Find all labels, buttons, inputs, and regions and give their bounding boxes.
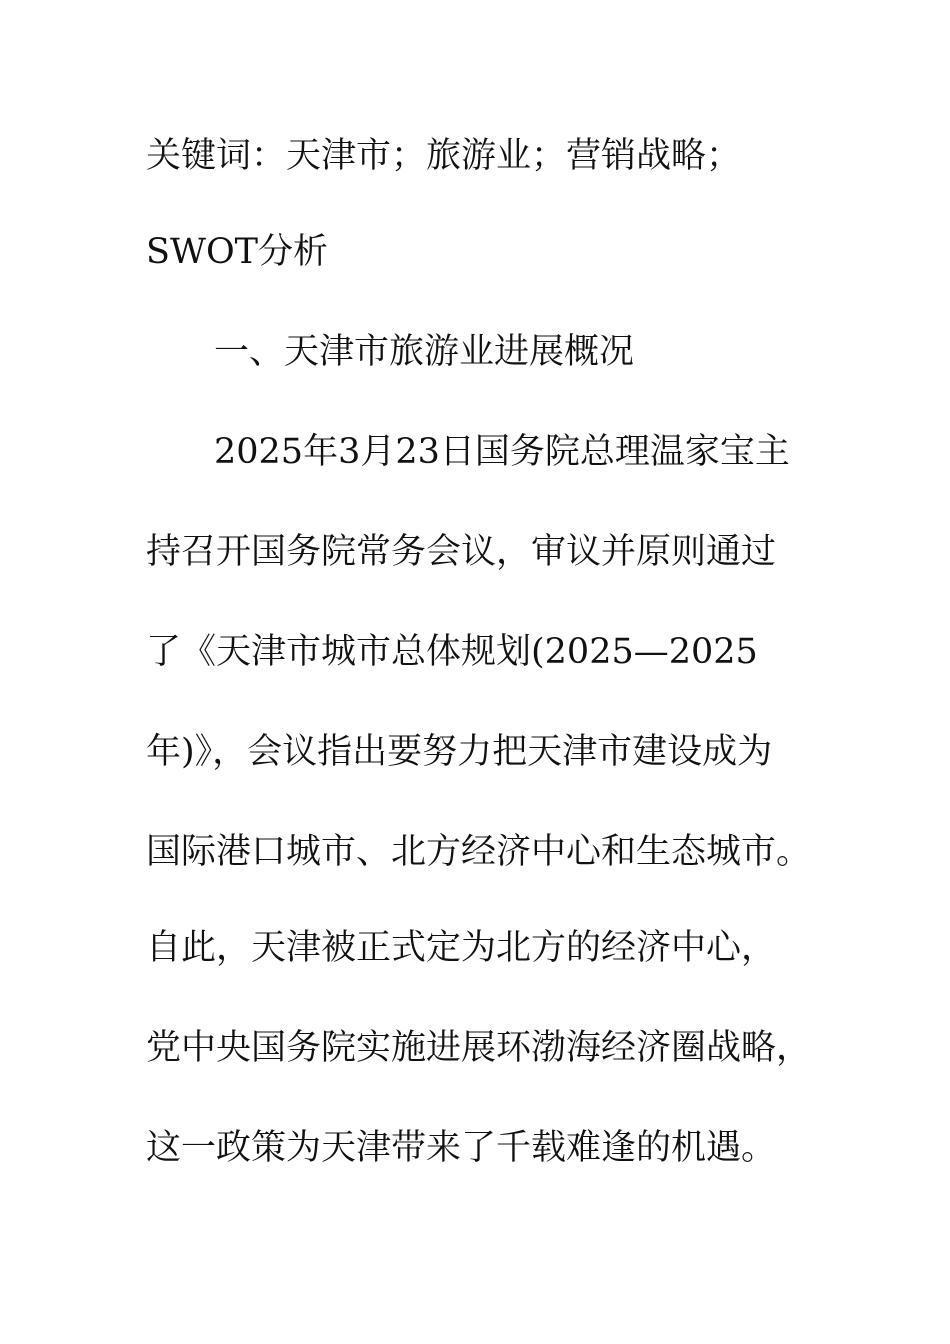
section-heading: 一、天津市旅游业进展概况 bbox=[214, 332, 635, 372]
keywords-line: 关键词：天津市；旅游业；营销战略； bbox=[146, 136, 742, 176]
paragraph-line: 了《天津市城市总体规划(2025—2025 bbox=[146, 632, 758, 672]
keywords-line-continued: SWOT分析 bbox=[146, 232, 328, 272]
paragraph-line: 2025年3月23日国务院总理温家宝主 bbox=[214, 432, 790, 472]
paragraph-line: 这一政策为天津带来了千载难逢的机遇。 bbox=[146, 1128, 777, 1168]
paragraph-line: 党中央国务院实施进展环渤海经济圈战略， bbox=[146, 1028, 812, 1068]
paragraph-line: 持召开国务院常务会议，审议并原则通过 bbox=[146, 532, 777, 572]
paragraph-line: 自此，天津被正式定为北方的经济中心， bbox=[146, 928, 777, 968]
paragraph-line: 年)》，会议指出要努力把天津市建设成为 bbox=[146, 732, 773, 772]
paragraph-line: 国际港口城市、北方经济中心和生态城市。 bbox=[146, 832, 812, 872]
